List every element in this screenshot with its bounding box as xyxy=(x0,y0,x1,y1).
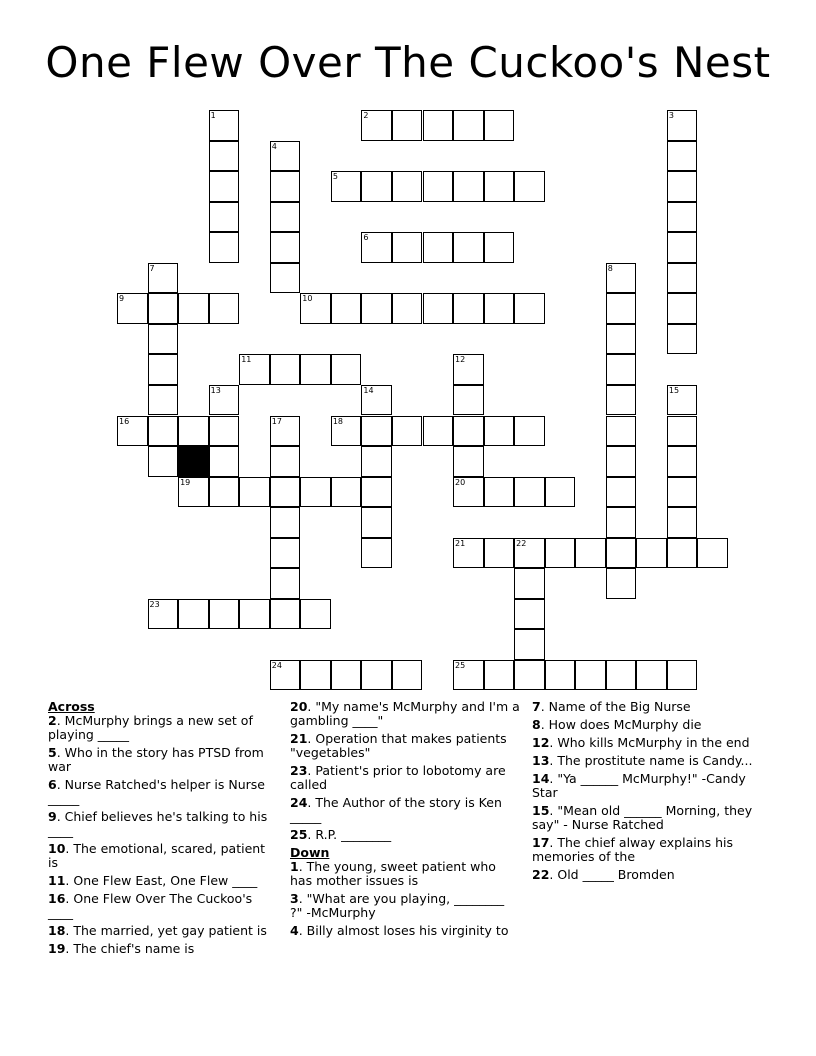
grid-cell[interactable] xyxy=(178,416,209,447)
grid-cell[interactable] xyxy=(300,660,331,691)
grid-cell[interactable] xyxy=(392,293,423,324)
clue-text: McMurphy brings a new set of playing _____ xyxy=(48,713,253,742)
across-clue: 6. Nurse Ratched's helper is Nurse _____ xyxy=(48,777,265,806)
grid-cell[interactable] xyxy=(300,477,331,508)
grid-cell[interactable] xyxy=(270,477,301,508)
clue-num: 15 xyxy=(532,803,550,818)
grid-cell[interactable] xyxy=(148,599,179,630)
grid-cell[interactable] xyxy=(270,599,301,630)
across-clue: 16. One Flew Over The Cuckoo's ____ xyxy=(48,891,253,920)
grid-cell[interactable] xyxy=(209,477,240,508)
clue-text: Chief believes he's talking to his ____ xyxy=(48,809,268,838)
black-cell xyxy=(178,446,209,477)
clue-num: 16 xyxy=(48,891,66,906)
clue-num: 8 xyxy=(532,717,541,732)
clue-text: "My name's McMurphy and I'm a gambling ____" xyxy=(290,699,520,728)
grid-cell[interactable] xyxy=(209,110,240,141)
grid-cell[interactable] xyxy=(453,110,484,141)
clue-num: 6 xyxy=(48,777,57,792)
grid-cell[interactable] xyxy=(209,385,240,416)
grid-cell[interactable] xyxy=(361,416,392,447)
grid-cell[interactable] xyxy=(331,416,362,447)
clue-num: 3 xyxy=(290,891,299,906)
grid-cell[interactable] xyxy=(361,477,392,508)
clue-text: Who in the story has PTSD from war xyxy=(48,745,264,774)
grid-cell[interactable] xyxy=(484,477,515,508)
down-heading: Down xyxy=(290,845,330,860)
grid-cell[interactable] xyxy=(148,263,179,294)
clue-text: The chief alway explains his memories of the xyxy=(532,835,734,864)
across-clue: 2. McMurphy brings a new set of playing _____ xyxy=(48,713,253,742)
clue-number: 2 xyxy=(363,111,369,120)
clue-number: 10 xyxy=(302,294,313,304)
grid-cell[interactable] xyxy=(606,660,637,691)
grid-cell[interactable] xyxy=(453,354,484,385)
clue-number: 14 xyxy=(363,385,374,395)
clue-number: 20 xyxy=(455,477,466,487)
grid-cell[interactable] xyxy=(178,599,209,630)
grid-cell[interactable] xyxy=(606,477,637,508)
clue-num: 22 xyxy=(532,867,550,882)
grid-cell[interactable] xyxy=(361,538,392,569)
clue-num: 14 xyxy=(532,771,550,786)
grid-cell[interactable] xyxy=(514,599,545,630)
grid-cell[interactable] xyxy=(361,385,392,416)
clue-text: The chief's name is xyxy=(73,941,195,956)
grid-cell[interactable] xyxy=(331,354,362,385)
grid-cell[interactable] xyxy=(270,538,301,569)
clue-text: R.P. ________ xyxy=(315,827,392,842)
across-clue: 24. The Author of the story is Ken _____ xyxy=(290,795,502,824)
across-clue: 21. Operation that makes patients "vegetables" xyxy=(290,731,507,760)
clue-number: 9 xyxy=(119,294,125,304)
grid-cell[interactable] xyxy=(117,293,148,324)
grid-cell[interactable] xyxy=(667,477,698,508)
grid-cell[interactable] xyxy=(392,110,423,141)
clue-number: 18 xyxy=(332,416,344,426)
grid-cell[interactable] xyxy=(667,293,698,324)
grid-cell[interactable] xyxy=(667,324,698,355)
clue-text: Name of the Big Nurse xyxy=(548,699,691,714)
grid-cell[interactable] xyxy=(361,507,392,538)
clue-number: 11 xyxy=(241,355,252,365)
grid-cell[interactable] xyxy=(636,538,667,569)
grid-cell[interactable] xyxy=(606,507,637,538)
grid-cell[interactable] xyxy=(484,538,515,569)
grid-cell[interactable] xyxy=(484,110,515,141)
grid-cell[interactable] xyxy=(667,263,698,294)
clue-number: 12 xyxy=(455,355,466,365)
grid-cell[interactable] xyxy=(331,293,362,324)
clue-number: 25 xyxy=(455,660,466,670)
grid-cell[interactable] xyxy=(667,232,698,263)
across-clue: 20. "My name's McMurphy and I'm a gambling ____" xyxy=(290,699,520,728)
grid-cell[interactable] xyxy=(575,660,606,691)
grid-cell[interactable] xyxy=(453,171,484,202)
grid-cell[interactable] xyxy=(300,293,331,324)
clue-num: 2 xyxy=(48,713,57,728)
clue-num: 9 xyxy=(48,809,57,824)
clue-num: 18 xyxy=(48,923,66,938)
grid-cell[interactable] xyxy=(606,538,637,569)
grid-cell[interactable] xyxy=(209,416,240,447)
grid-cell[interactable] xyxy=(423,232,454,263)
down-clue: 4. Billy almost loses his virginity to xyxy=(290,923,509,938)
clue-num: 4 xyxy=(290,923,299,938)
clue-number: 23 xyxy=(149,599,160,609)
grid-cell[interactable] xyxy=(514,629,545,660)
grid-cell[interactable] xyxy=(514,538,545,569)
grid-cell[interactable] xyxy=(667,141,698,172)
grid-cell[interactable] xyxy=(148,293,179,324)
grid-cell[interactable] xyxy=(148,354,179,385)
clues-column-2 xyxy=(290,700,520,942)
clue-number: 4 xyxy=(271,141,277,151)
clues-column-1 xyxy=(48,700,270,960)
clue-number: 19 xyxy=(180,477,191,487)
grid-cell[interactable] xyxy=(514,477,545,508)
grid-cell[interactable] xyxy=(606,324,637,355)
clue-text: The married, yet gay patient is xyxy=(73,923,267,938)
grid-cell[interactable] xyxy=(667,202,698,233)
grid-cell[interactable] xyxy=(606,354,637,385)
grid-cell[interactable] xyxy=(453,538,484,569)
grid-cell[interactable] xyxy=(270,568,301,599)
grid-cell[interactable] xyxy=(239,477,270,508)
down-clue: 22. Old _____ Bromden xyxy=(532,867,675,882)
clue-text: "Ya ______ McMurphy!" -Candy Star xyxy=(532,771,746,800)
grid-cell[interactable] xyxy=(697,538,728,569)
grid-cell[interactable] xyxy=(331,477,362,508)
grid-cell[interactable] xyxy=(209,599,240,630)
across-clue: 10. The emotional, scared, patient is xyxy=(48,841,266,870)
grid-cell[interactable] xyxy=(148,324,179,355)
across-clue: 18. The married, yet gay patient is xyxy=(48,923,267,938)
grid-cell[interactable] xyxy=(270,354,301,385)
grid-cell[interactable] xyxy=(667,507,698,538)
clue-number: 5 xyxy=(332,172,338,182)
grid-cell[interactable] xyxy=(545,538,576,569)
clue-num: 19 xyxy=(48,941,66,956)
grid-cell[interactable] xyxy=(575,538,606,569)
grid-cell[interactable] xyxy=(209,141,240,172)
grid-cell[interactable] xyxy=(209,232,240,263)
grid-cell[interactable] xyxy=(514,568,545,599)
clue-text: One Flew Over The Cuckoo's ____ xyxy=(48,891,253,920)
grid-cell[interactable] xyxy=(606,385,637,416)
across-heading: Across xyxy=(48,699,95,714)
clue-num: 13 xyxy=(532,753,550,768)
grid-cell[interactable] xyxy=(209,293,240,324)
grid-cell[interactable] xyxy=(484,232,515,263)
clue-num: 24 xyxy=(290,795,308,810)
clue-num: 25 xyxy=(290,827,308,842)
grid-cell[interactable] xyxy=(331,171,362,202)
clue-text: The Author of the story is Ken _____ xyxy=(290,795,502,824)
grid-cell[interactable] xyxy=(300,599,331,630)
down-clue: 1. The young, sweet patient who has mother issues is xyxy=(290,859,496,888)
grid-cell[interactable] xyxy=(453,293,484,324)
grid-cell[interactable] xyxy=(270,232,301,263)
clue-num: 20 xyxy=(290,699,308,714)
clue-text: Operation that makes patients "vegetables" xyxy=(290,731,507,760)
across-clue: 11. One Flew East, One Flew ____ xyxy=(48,873,258,888)
grid-cell[interactable] xyxy=(239,599,270,630)
clue-num: 10 xyxy=(48,841,66,856)
grid-cell[interactable] xyxy=(545,477,576,508)
clue-text: How does McMurphy die xyxy=(548,717,702,732)
clue-number: 15 xyxy=(668,385,680,395)
grid-cell[interactable] xyxy=(392,232,423,263)
grid-cell[interactable] xyxy=(423,171,454,202)
across-clue: 19. The chief's name is xyxy=(48,941,195,956)
grid-cell[interactable] xyxy=(209,171,240,202)
down-clue: 15. "Mean old ______ Morning, they say" - Nurse Ratched xyxy=(532,803,753,832)
clue-text: The emotional, scared, patient is xyxy=(48,841,266,870)
grid-cell[interactable] xyxy=(239,354,270,385)
grid-cell[interactable] xyxy=(667,446,698,477)
grid-cell[interactable] xyxy=(178,477,209,508)
down-clue: 12. Who kills McMurphy in the end xyxy=(532,735,750,750)
clue-text: Nurse Ratched's helper is Nurse _____ xyxy=(48,777,265,806)
clue-num: 12 xyxy=(532,735,550,750)
grid-cell[interactable] xyxy=(270,141,301,172)
grid-cell[interactable] xyxy=(148,416,179,447)
grid-cell[interactable] xyxy=(361,232,392,263)
grid-cell[interactable] xyxy=(484,416,515,447)
clue-number: 6 xyxy=(363,233,369,243)
clue-num: 1 xyxy=(290,859,299,874)
grid-cell[interactable] xyxy=(331,660,362,691)
grid-cell[interactable] xyxy=(209,446,240,477)
grid-cell[interactable] xyxy=(361,110,392,141)
clue-num: 21 xyxy=(290,731,308,746)
clue-num: 5 xyxy=(48,745,57,760)
grid-cell[interactable] xyxy=(606,416,637,447)
grid-cell[interactable] xyxy=(453,446,484,477)
clue-num: 7 xyxy=(532,699,541,714)
clue-num: 23 xyxy=(290,763,308,778)
clue-text: Who kills McMurphy in the end xyxy=(557,735,750,750)
grid-cell[interactable] xyxy=(148,446,179,477)
grid-cell[interactable] xyxy=(178,293,209,324)
grid-cell[interactable] xyxy=(209,202,240,233)
clue-number: 1 xyxy=(210,111,216,120)
down-clue: 14. "Ya ______ McMurphy!" -Candy Star xyxy=(532,771,746,800)
grid-cell[interactable] xyxy=(361,171,392,202)
clue-number: 13 xyxy=(210,385,221,395)
grid-cell[interactable] xyxy=(453,416,484,447)
down-clue: 17. The chief alway explains his memories of the xyxy=(532,835,734,864)
grid-cell[interactable] xyxy=(453,477,484,508)
grid-cell[interactable] xyxy=(484,293,515,324)
grid-cell[interactable] xyxy=(484,660,515,691)
page-title: One Flew Over The Cuckoo's Nest xyxy=(45,38,771,87)
grid-cell[interactable] xyxy=(514,293,545,324)
grid-cell[interactable] xyxy=(667,660,698,691)
grid-cell[interactable] xyxy=(636,660,667,691)
grid-cell[interactable] xyxy=(423,110,454,141)
grid-cell[interactable] xyxy=(270,171,301,202)
grid-cell[interactable] xyxy=(667,171,698,202)
grid-cell[interactable] xyxy=(667,416,698,447)
grid-cell[interactable] xyxy=(270,263,301,294)
grid-cell[interactable] xyxy=(270,202,301,233)
grid-cell[interactable] xyxy=(270,446,301,477)
clue-number: 16 xyxy=(119,416,130,426)
grid-cell[interactable] xyxy=(270,507,301,538)
grid-cell[interactable] xyxy=(453,385,484,416)
grid-cell[interactable] xyxy=(606,568,637,599)
clue-text: Patient's prior to lobotomy are called xyxy=(290,763,506,792)
grid-cell[interactable] xyxy=(361,293,392,324)
clue-num: 17 xyxy=(532,835,550,850)
clue-text: Billy almost loses his virginity to xyxy=(306,923,509,938)
grid-cell[interactable] xyxy=(606,293,637,324)
grid-cell[interactable] xyxy=(423,293,454,324)
clue-text: One Flew East, One Flew ____ xyxy=(73,873,258,888)
grid-cell[interactable] xyxy=(667,538,698,569)
clue-text: Old _____ Bromden xyxy=(557,867,675,882)
clue-text: "Mean old ______ Morning, they say" - Nurse Ratched xyxy=(532,803,753,832)
down-clue: 7. Name of the Big Nurse xyxy=(532,699,691,714)
clue-text: The young, sweet patient who has mother issues is xyxy=(290,859,496,888)
grid-cell[interactable] xyxy=(361,660,392,691)
across-clue: 25. R.P. ________ xyxy=(290,827,392,842)
grid-cell[interactable] xyxy=(117,416,148,447)
clue-number: 7 xyxy=(149,263,155,273)
clue-number: 3 xyxy=(668,111,674,120)
across-clue: 5. Who in the story has PTSD from war xyxy=(48,745,264,774)
clues-column-3 xyxy=(532,700,762,886)
grid-cell[interactable] xyxy=(148,385,179,416)
grid-cell[interactable] xyxy=(514,171,545,202)
grid-cell[interactable] xyxy=(667,385,698,416)
grid-cell[interactable] xyxy=(453,660,484,691)
across-clue: 23. Patient's prior to lobotomy are called xyxy=(290,763,506,792)
grid-cell[interactable] xyxy=(392,416,423,447)
clue-number: 21 xyxy=(455,538,466,548)
down-clue: 8. How does McMurphy die xyxy=(532,717,702,732)
down-clue: 13. The prostitute name is Candy... xyxy=(532,753,753,768)
grid-cell[interactable] xyxy=(545,660,576,691)
clue-text: "What are you playing, ________ ?" -McMurphy xyxy=(290,891,505,920)
across-clue: 9. Chief believes he's talking to his ____ xyxy=(48,809,268,838)
down-clue: 3. "What are you playing, ________ ?" -McMurphy xyxy=(290,891,505,920)
grid-cell[interactable] xyxy=(392,171,423,202)
grid-cell[interactable] xyxy=(270,660,301,691)
grid-cell[interactable] xyxy=(270,416,301,447)
clue-num: 11 xyxy=(48,873,66,888)
grid-cell[interactable] xyxy=(423,416,454,447)
grid-cell[interactable] xyxy=(514,416,545,447)
grid-cell[interactable] xyxy=(361,446,392,477)
grid-cell[interactable] xyxy=(606,446,637,477)
clue-number: 22 xyxy=(516,538,527,548)
grid-cell[interactable] xyxy=(392,660,423,691)
grid-cell[interactable] xyxy=(484,171,515,202)
clue-number: 8 xyxy=(607,263,613,273)
grid-cell[interactable] xyxy=(606,263,637,294)
clue-text: The prostitute name is Candy... xyxy=(557,753,753,768)
clue-number: 24 xyxy=(271,660,282,670)
grid-cell[interactable] xyxy=(453,232,484,263)
clue-number: 17 xyxy=(271,416,282,426)
grid-cell[interactable] xyxy=(667,110,698,141)
grid-cell[interactable] xyxy=(300,354,331,385)
grid-cell[interactable] xyxy=(514,660,545,691)
